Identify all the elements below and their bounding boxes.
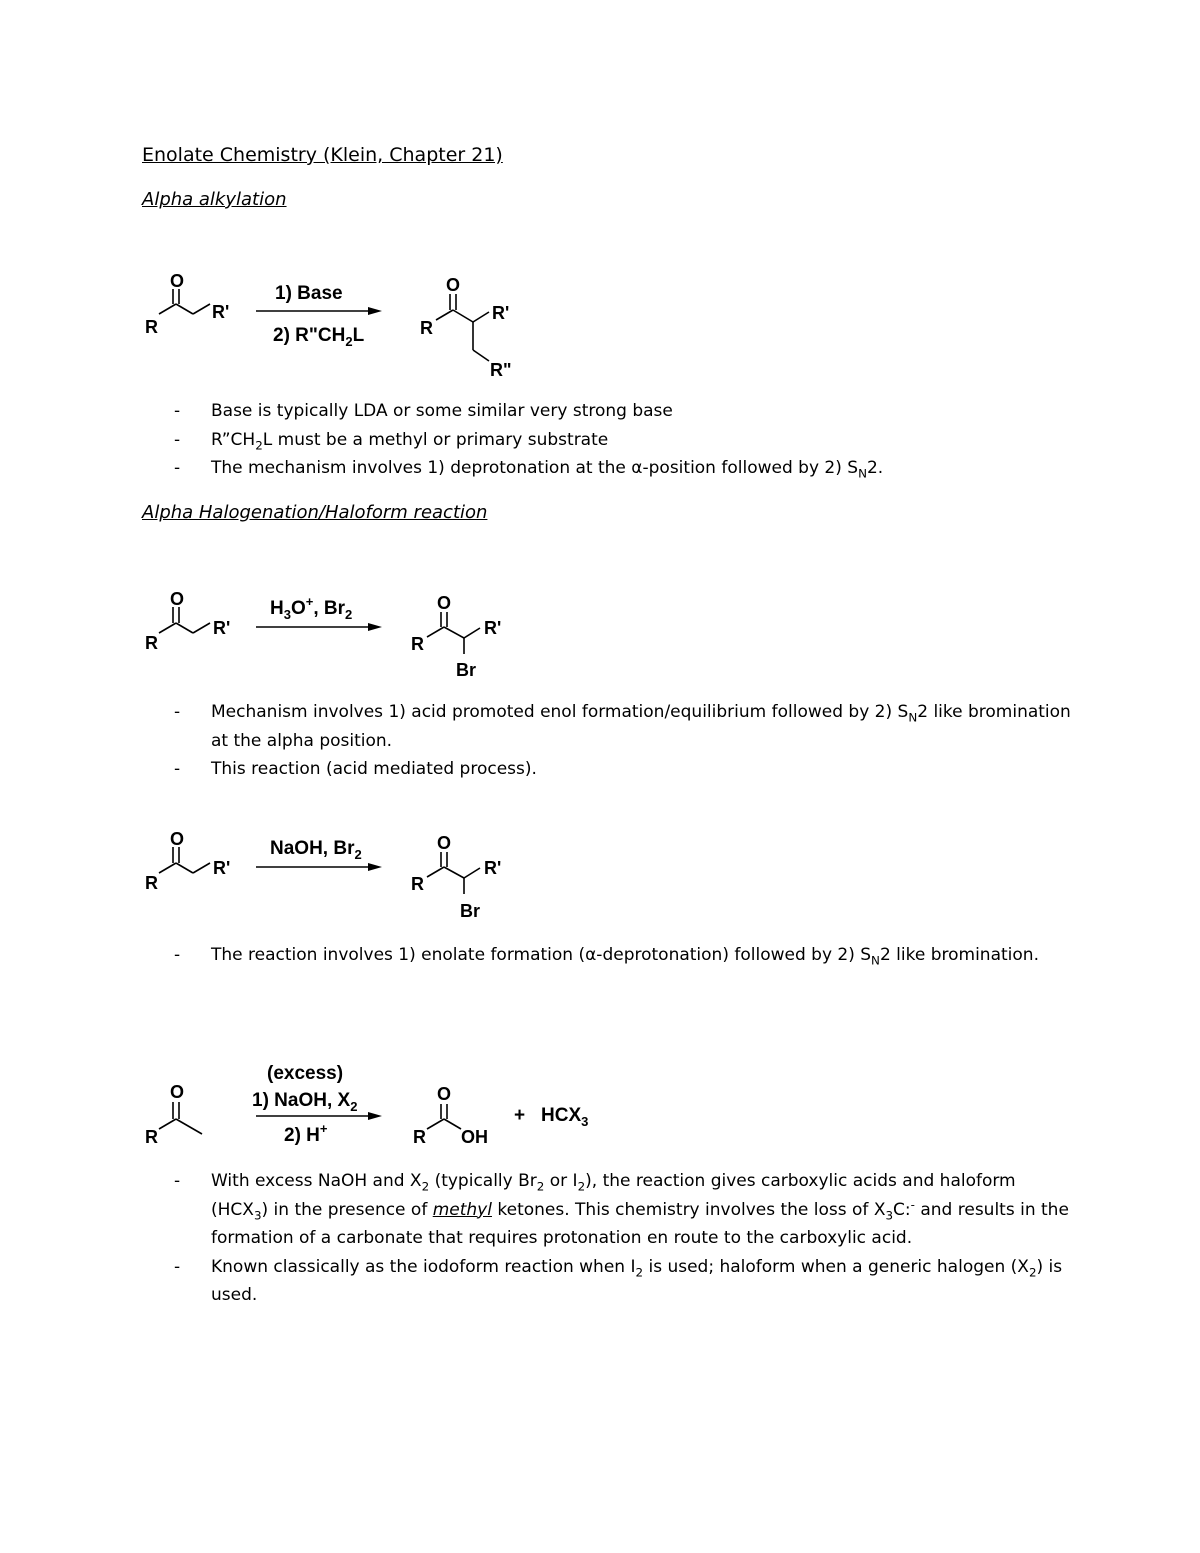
- list-item: - Known classically as the iodoform reaction when $I_2$ is used; haloform when a generic halogen $(X_2)$ is used.: [172, 1253, 1072, 1310]
- base-bromination-scheme: [0, 826, 1200, 926]
- alkylation-reactant-structure: [159, 289, 210, 314]
- alkylation-arrowhead-icon: [368, 307, 382, 315]
- haloform-reagent-step2: 2) H+: [284, 1121, 328, 1146]
- haloform-bullet-list: [172, 1167, 1072, 1310]
- acid-reactant-r: R: [145, 633, 158, 653]
- acid-product-structure: [427, 612, 480, 654]
- alkylation-product-structure: [436, 294, 489, 361]
- alkylation-product-r: R: [420, 318, 433, 338]
- base-arrowhead-icon: [368, 863, 382, 871]
- base-product-oxygen: O: [437, 833, 452, 853]
- haloform-product-r: R: [413, 1127, 426, 1147]
- haloform-reactant-oxygen: O: [170, 1082, 185, 1102]
- base-reagent-label: NaOH, $Br_2$: [270, 838, 362, 862]
- base-product-r: R: [411, 874, 424, 894]
- haloform-reactant-structure: [159, 1102, 202, 1134]
- emphasis-methyl: methyl: [432, 1199, 492, 1220]
- base-product-bromine: Br: [460, 901, 481, 921]
- list-item: - Base is typically LDA or some similar very strong base: [172, 397, 1072, 426]
- list-item: - Mechanism involves 1) acid promoted enol formation/equilibrium followed by 2) $S_N2$ like bromination at the alpha position.: [172, 698, 1072, 755]
- page-title: Enolate Chemistry (Klein, Chapter 21): [142, 144, 503, 166]
- alkylation-product-rprime: R': [492, 303, 510, 323]
- section-heading-alkylation: Alpha alkylation: [142, 189, 287, 210]
- list-item: - This reaction (acid mediated process).: [172, 755, 1072, 784]
- list-item: - With excess NaOH and $X_2$ (typically $Br_2$ or $I_2$), the reaction gives carboxylic acids and haloform $(HCX_3)$ in the presence of methyl ketones. This chemistry involves the loss of $X_3C:^-$ and results in the formation of a carbonate that requires protonation en route to the carboxylic acid.: [172, 1167, 1072, 1253]
- alkylation-reagent-step2: 2) $R"CH_2L$: [273, 325, 365, 349]
- base-product-rprime: R': [484, 858, 502, 878]
- acid-product-rprime: R': [484, 618, 502, 638]
- base-reactant-r: R: [145, 873, 158, 893]
- acid-reactant-rprime: R': [213, 618, 231, 638]
- alkylation-scheme: [0, 270, 1200, 390]
- base-reactant-structure: [159, 847, 210, 873]
- acid-product-r: R: [411, 634, 424, 654]
- haloform-product-hydroxyl: OH: [461, 1127, 488, 1147]
- acid-reagent-label: $H_3O^+$, $Br_2$: [270, 594, 353, 622]
- acid-arrowhead-icon: [368, 623, 382, 631]
- haloform-byproduct: $HCX_3$: [541, 1105, 589, 1129]
- alkylation-product-rdoubleprime: R": [490, 360, 512, 380]
- alkylation-product-oxygen: O: [446, 275, 461, 295]
- acid-reactant-structure: [159, 607, 210, 633]
- list-item: - $R”CH_2L$ must be a methyl or primary substrate: [172, 426, 1072, 455]
- alkylation-reactant-rprime: R': [212, 302, 230, 322]
- haloform-reagent-excess: (excess): [267, 1063, 344, 1084]
- haloform-reactant-r: R: [145, 1127, 158, 1147]
- base-reactant-oxygen: O: [170, 829, 185, 849]
- alkylation-reagent-step1: 1) Base: [275, 283, 343, 304]
- base-reactant-rprime: R': [213, 858, 231, 878]
- base-bullet-list: [172, 941, 1072, 970]
- acid-bullet-list: [172, 698, 1072, 784]
- base-product-structure: [427, 852, 480, 894]
- haloform-product-oxygen: O: [437, 1084, 452, 1104]
- alkylation-reactant-r: R: [145, 317, 158, 337]
- section-heading-halogenation: Alpha Halogenation/Haloform reaction: [142, 502, 488, 523]
- list-item: - The reaction involves 1) enolate formation (α-deprotonation) followed by 2) $S_N2$ like bromination.: [172, 941, 1072, 970]
- list-item: - The mechanism involves 1) deprotonation at the α-position followed by 2) $S_N2$.: [172, 454, 1072, 483]
- alkylation-bullet-list: [172, 397, 1072, 483]
- acid-product-bromine: Br: [456, 660, 477, 680]
- haloform-arrowhead-icon: [368, 1112, 382, 1120]
- haloform-product-structure: [427, 1104, 461, 1129]
- haloform-reagent-step1: 1) NaOH, $X_2$: [252, 1090, 358, 1114]
- acid-product-oxygen: O: [437, 593, 452, 613]
- haloform-scheme: [0, 1060, 1200, 1160]
- haloform-plus-sign: +: [514, 1105, 526, 1126]
- acid-bromination-scheme: [0, 586, 1200, 686]
- alkylation-reactant-oxygen: O: [170, 271, 185, 291]
- acid-reactant-oxygen: O: [170, 589, 185, 609]
